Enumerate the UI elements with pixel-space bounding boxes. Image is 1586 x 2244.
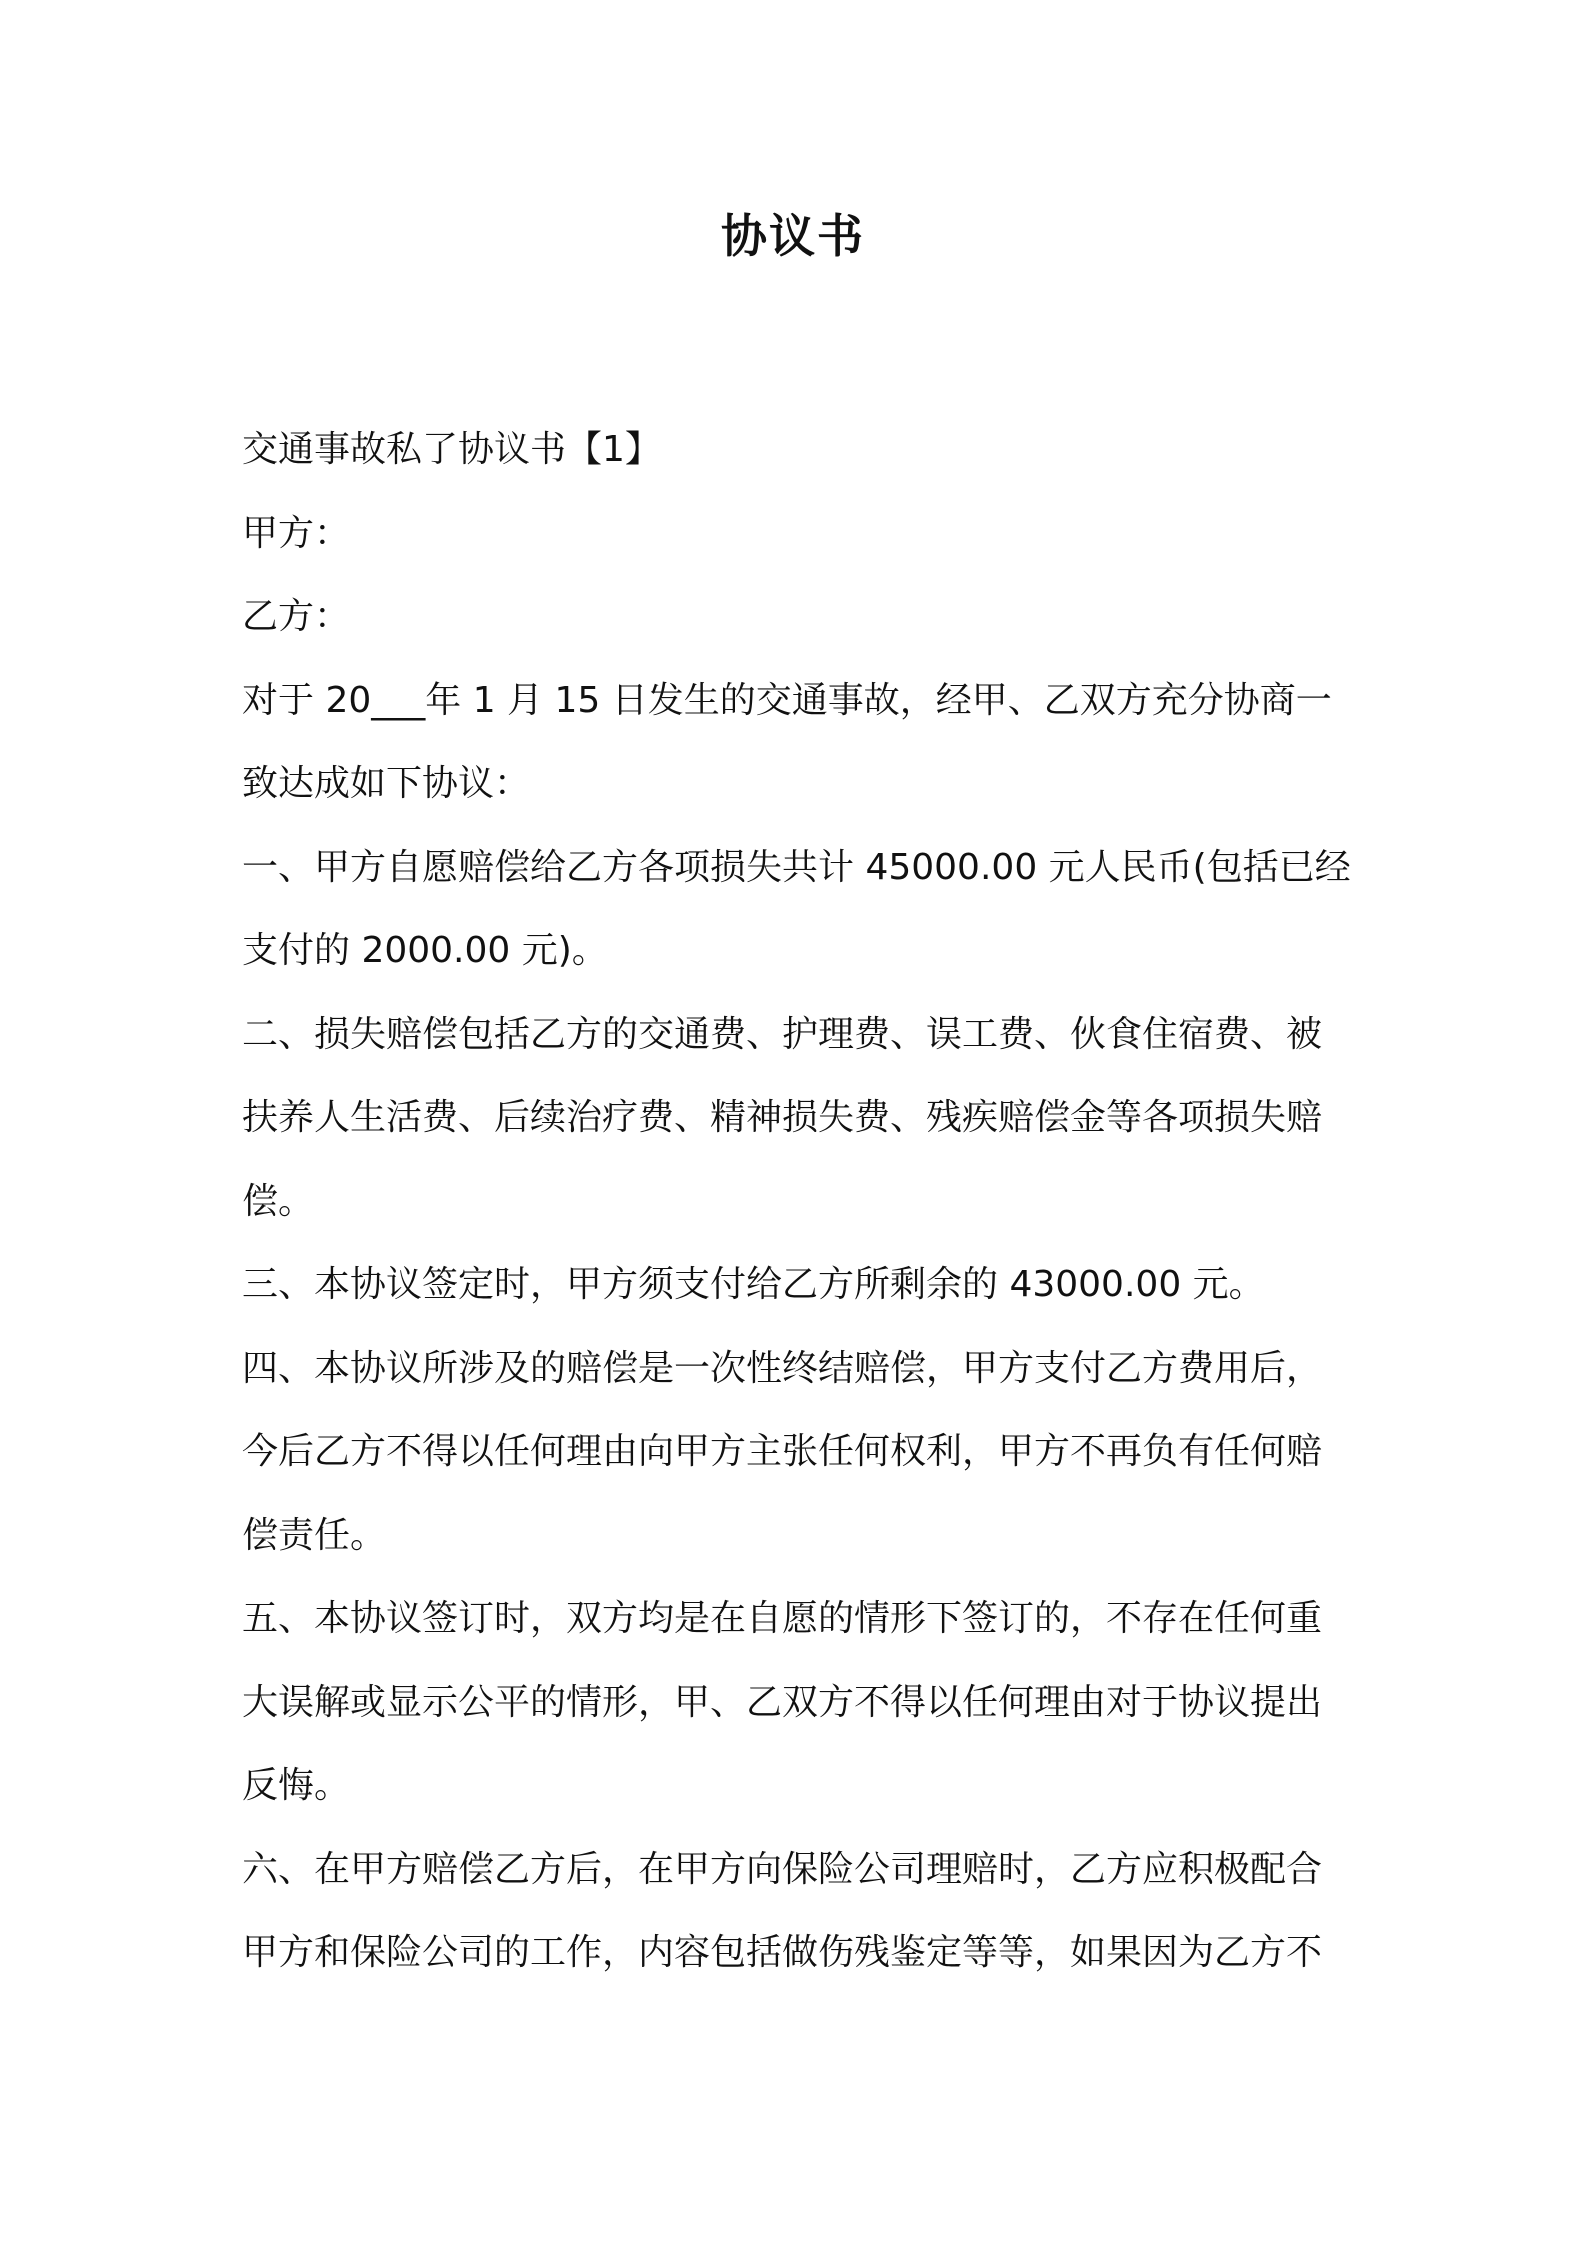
clause-3-line: 三、本协议签定时，甲方须支付给乙方所剩余的 43000.00 元。: [242, 1264, 1265, 1305]
document-body: [242, 408, 1362, 1995]
clause-5-line: 五、本协议签订时，双方均是在自愿的情形下签订的，不存在任何重: [242, 1598, 1323, 1639]
clause-4-line: 偿责任。: [242, 1514, 387, 1556]
clause-2-line: 扶养人生活费、后续治疗费、精神损失费、残疾赔偿金等各项损失赔: [242, 1097, 1323, 1138]
clause-6-line: 六、在甲方赔偿乙方后，在甲方向保险公司理赔时，乙方应积极配合: [242, 1848, 1323, 1890]
clause-2-line: 二、损失赔偿包括乙方的交通费、护理费、误工费、伙食住宿费、被: [242, 1013, 1323, 1055]
clause-1-line: 支付的 2000.00 元)。: [242, 930, 608, 971]
clause-5-line: 反悔。: [242, 1765, 351, 1806]
heading-line: 交通事故私了协议书【1】: [242, 429, 661, 470]
clause-5-line: 大误解或显示公平的情形，甲、乙双方不得以任何理由对于协议提出: [242, 1681, 1323, 1723]
clause-4-line: 四、本协议所涉及的赔偿是一次性终结赔偿，甲方支付乙方费用后，: [242, 1347, 1323, 1389]
clause-1-line: 一、甲方自愿赔偿给乙方各项损失共计 45000.00 元人民币(包括已经: [242, 846, 1351, 888]
party-a-line: 甲方：: [242, 512, 351, 554]
clause-4-line: 今后乙方不得以任何理由向甲方主张任何权利，甲方不再负有任何赔: [242, 1431, 1323, 1472]
paragraph-line: 致达成如下协议：: [242, 763, 531, 804]
clause-2-line: 偿。: [242, 1180, 315, 1222]
clause-6-line: 甲方和保险公司的工作，内容包括做伤残鉴定等等，如果因为乙方不: [242, 1932, 1323, 1973]
paragraph-line: 对于 20___年 1 月 15 日发生的交通事故，经甲、乙双方充分协商一: [242, 679, 1332, 721]
party-b-line: 乙方：: [242, 596, 351, 637]
document-title: 协议书: [721, 209, 865, 263]
